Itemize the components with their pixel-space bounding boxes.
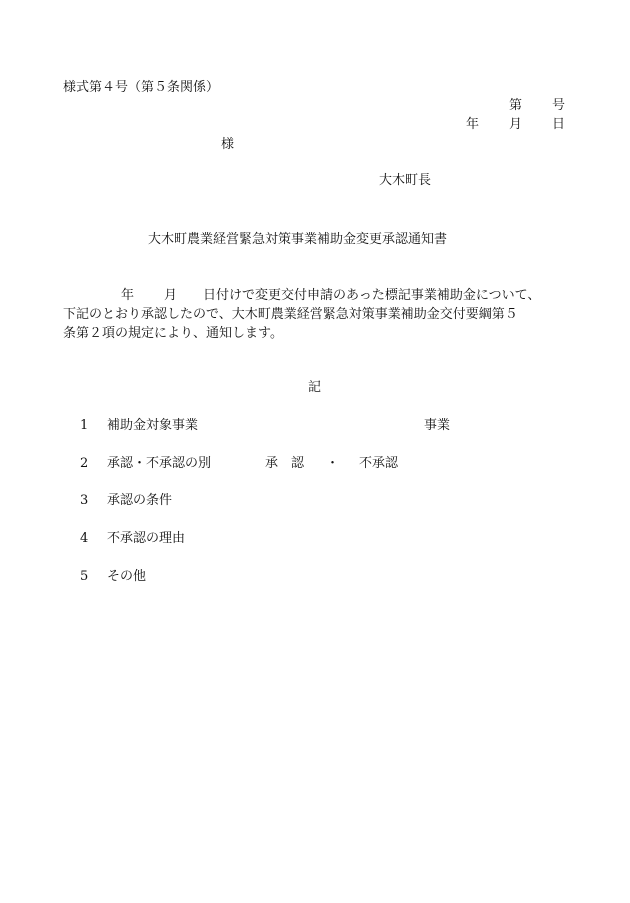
ki-heading: 記	[308, 380, 322, 395]
document-title: 大木町農業経営緊急対策事業補助金変更承認通知書	[148, 232, 448, 247]
item-number: 2	[80, 456, 89, 471]
list-item	[80, 418, 198, 434]
list-item	[80, 531, 185, 547]
body-line-1-rest: 日付けで変更交付申請のあった標記事業補助金について、	[203, 288, 541, 303]
document-date	[466, 117, 565, 133]
option-disapprove: 不承認	[359, 456, 399, 471]
item-label: 不承認の理由	[107, 531, 186, 546]
body-line-2: 下記のとおり承認したので、大木町農業経営緊急対策事業補助金交付要綱第５	[63, 307, 518, 322]
option-separator: ・	[326, 456, 340, 471]
body-line-3: 条第２項の規定により、通知します。	[63, 326, 283, 341]
option-approve: 承 認	[265, 456, 305, 471]
item-label: 承認の条件	[107, 493, 173, 508]
item-number: 4	[80, 531, 89, 546]
list-item	[80, 456, 211, 472]
body-paragraph	[63, 286, 583, 343]
item-label: その他	[107, 569, 147, 584]
item-number: 1	[80, 418, 89, 433]
body-year: 年	[121, 288, 135, 303]
approval-options	[265, 456, 398, 472]
addressee: 様	[221, 137, 235, 152]
date-day: 日	[552, 117, 566, 132]
document-number	[509, 98, 565, 114]
issuer: 大木町長	[379, 173, 432, 188]
date-month: 月	[509, 117, 523, 132]
body-month: 月	[164, 288, 178, 303]
list-item	[80, 493, 172, 509]
item-number: 3	[80, 493, 89, 508]
number-suffix: 号	[552, 98, 566, 113]
item-label: 補助金対象事業	[107, 418, 199, 433]
body-line-1	[63, 286, 583, 305]
form-id: 様式第４号（第５条関係）	[63, 80, 220, 95]
item-number: 5	[80, 569, 89, 584]
list-item	[80, 569, 146, 585]
number-prefix: 第	[509, 98, 523, 113]
date-year: 年	[466, 117, 480, 132]
item-suffix: 事業	[424, 418, 451, 433]
item-label: 承認・不承認の別	[107, 456, 212, 471]
